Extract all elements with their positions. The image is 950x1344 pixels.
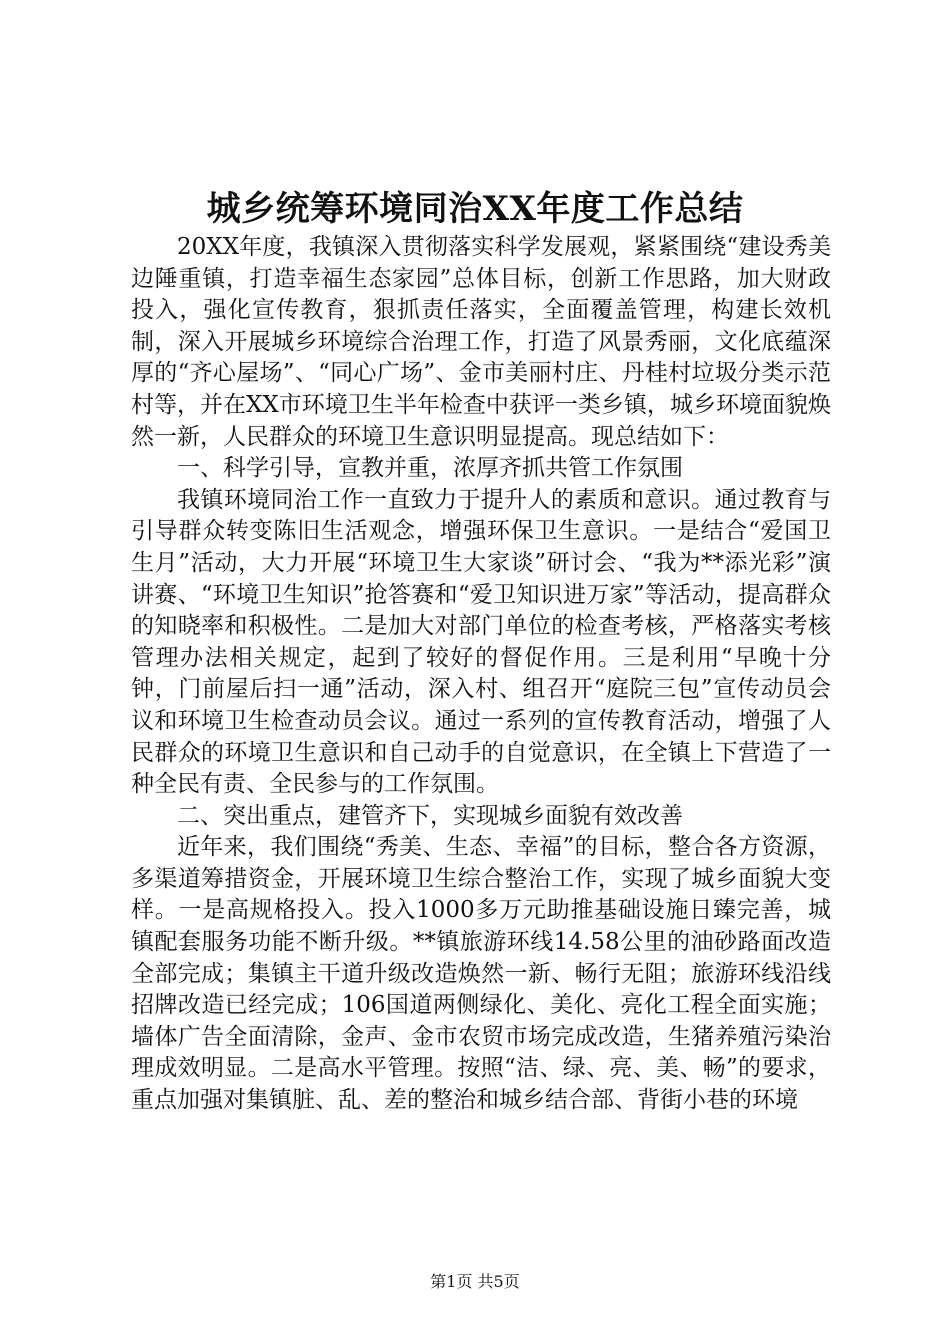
section-2-heading: 二、突出重点，建管齐下，实现城乡面貌有效改善 [177, 802, 683, 829]
document-title: 城乡统筹环境同治XX年度工作总结 [206, 189, 744, 229]
section-2-paragraph: 近年来，我们围绕“秀美、生态、幸福”的目标，整合各方资源，多渠道筹措资金，开展环境卫生综合整治工作，实现了城乡面貌大变样。一是高规格投入。投入1000多万元助推基础设施日臻完善，城镇配套服务功能不断升级。**镇旅游环线14.58公里的油砂路面改造全部完成；集镇主干道升级改造焕然一新、畅行无阻；旅游环线沿线招牌改造已经完成；106国道两侧绿化、美化、亮化工程全面实施；墙体广告全面清除，金声、金市农贸市场完成改造，生猪养殖污染治理成效明显。二是高水平管理。按照“洁、绿、亮、美、畅”的要求，重点加强对集镇脏、乱、差的整治和城乡结合部、背街小巷的环境 [131, 834, 831, 1114]
section-1-heading: 一、科学引导，宣教并重，浓厚齐抓共管工作氛围 [177, 455, 683, 482]
document-body [131, 232, 831, 1117]
intro-paragraph: 20XX年度，我镇深入贯彻落实科学发展观，紧紧围绕“建设秀美边陲重镇，打造幸福生态家园”总体目标，创新工作思路，加大财政投入，强化宣传教育，狠抓责任落实，全面覆盖管理，构建长效机制，深入开展城乡环境综合治理工作，打造了风景秀丽，文化底蕴深厚的“齐心屋场”、“同心广场”、金市美丽村庄、丹桂村垃圾分类示范村等，并在XX市环境卫生半年检查中获评一类乡镇，城乡环境面貌焕然一新，人民群众的环境卫生意识明显提高。现总结如下： [131, 234, 831, 450]
page-footer: 第1页 共5页 [430, 1272, 520, 1291]
section-1-paragraph: 我镇环境同治工作一直致力于提升人的素质和意识。通过教育与引导群众转变陈旧生活观念，增强环保卫生意识。一是结合“爱国卫生月”活动，大力开展“环境卫生大家谈”研讨会、“我为**添光彩”演讲赛、“环境卫生知识”抢答赛和“爱卫知识进万家”等活动，提高群众的知晓率和积极性。二是加大对部门单位的检查考核，严格落实考核管理办法相关规定，起到了较好的督促作用。三是利用“早晚十分钟，门前屋后扫一通”活动，深入村、组召开“庭院三包”宣传动员会议和环境卫生检查动员会议。通过一系列的宣传教育活动，增强了人民群众的环境卫生意识和自己动手的自觉意识，在全镇上下营造了一种全民有责、全民参与的工作氛围。 [131, 486, 831, 798]
